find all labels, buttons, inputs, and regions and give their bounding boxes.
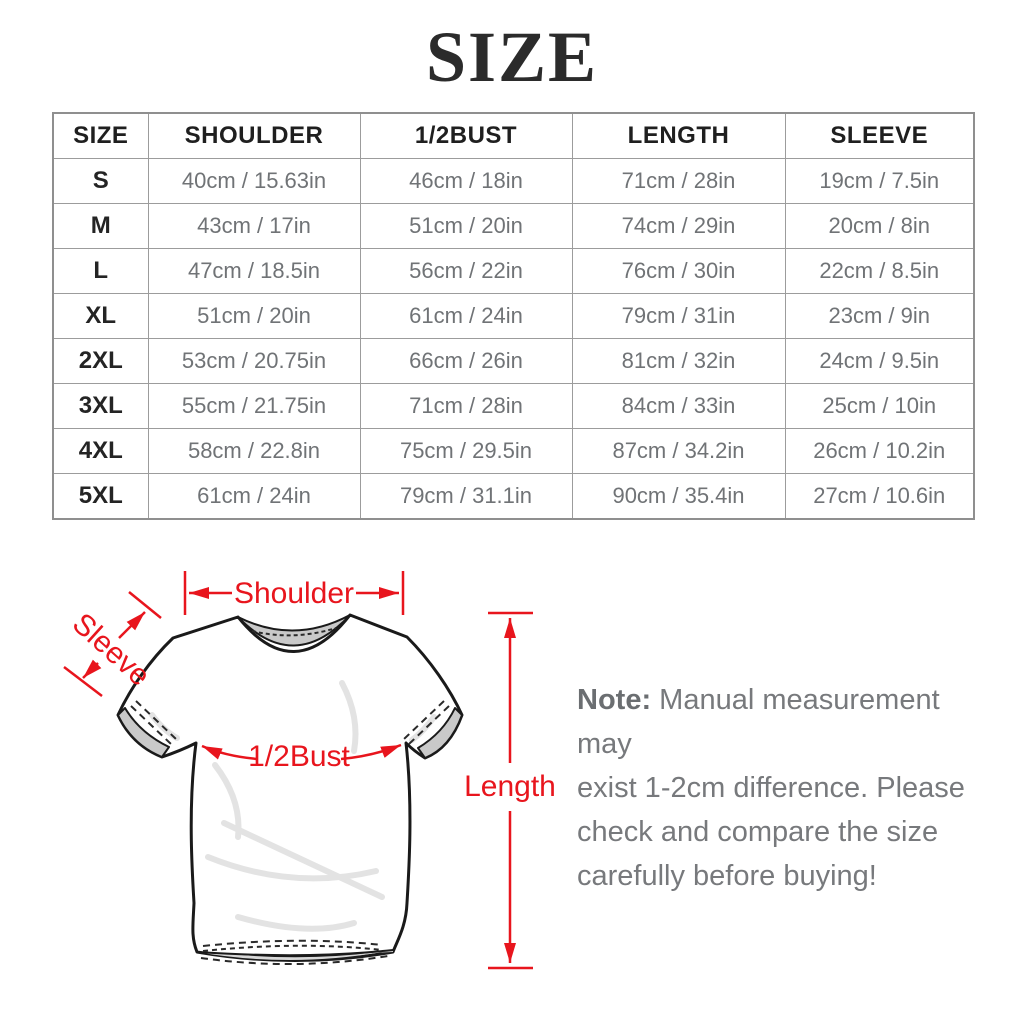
bust-cell: 56cm / 22in (360, 249, 572, 294)
note-label: Note: (577, 684, 652, 716)
shoulder-cell: 55cm / 21.75in (148, 383, 360, 428)
shoulder-cell: 40cm / 15.63in (148, 159, 360, 204)
page-title: SIZE (425, 17, 599, 97)
note-line: check and compare the size (577, 816, 939, 848)
length-cell: 76cm / 30in (572, 249, 785, 294)
sleeve-cell: 22cm / 8.5in (785, 249, 974, 294)
sleeve-cell: 26cm / 10.2in (785, 428, 974, 473)
note-line (577, 678, 967, 766)
length-cell: 87cm / 34.2in (572, 428, 785, 473)
table-row (53, 294, 974, 339)
shoulder-cell: 58cm / 22.8in (148, 428, 360, 473)
table-row (53, 428, 974, 473)
shoulder-cell: 61cm / 24in (148, 473, 360, 519)
length-cell: 81cm / 32in (572, 338, 785, 383)
header-length: LENGTH (572, 113, 785, 159)
bust-cell: 71cm / 28in (360, 383, 572, 428)
header-shoulder: SHOULDER (148, 113, 360, 159)
size-table (52, 112, 975, 520)
bust-cell: 75cm / 29.5in (360, 428, 572, 473)
shoulder-dimension-label: Shoulder (233, 577, 355, 610)
sleeve-cell: 25cm / 10in (785, 383, 974, 428)
table-header-row (53, 113, 974, 159)
size-cell: 4XL (53, 428, 148, 473)
tshirt-measure-diagram (10, 565, 570, 1015)
bust-cell: 51cm / 20in (360, 204, 572, 249)
table-row (53, 338, 974, 383)
table-row (53, 473, 974, 519)
size-cell: XL (53, 294, 148, 339)
sleeve-dimension-label: Sleeve (65, 606, 157, 693)
length-dimension-label: Length (464, 770, 556, 803)
size-cell: S (53, 159, 148, 204)
table-row (53, 383, 974, 428)
length-cell: 90cm / 35.4in (572, 473, 785, 519)
bust-dimension-label: 1/2Bust (248, 740, 350, 773)
size-cell: 5XL (53, 473, 148, 519)
bust-cell: 46cm / 18in (360, 159, 572, 204)
note-text: Manual measurement may (577, 684, 940, 760)
header-sleeve: SLEEVE (785, 113, 974, 159)
size-cell: M (53, 204, 148, 249)
header-size: SIZE (53, 113, 148, 159)
sleeve-cell: 23cm / 9in (785, 294, 974, 339)
table-row (53, 249, 974, 294)
length-cell: 84cm / 33in (572, 383, 785, 428)
header-bust: 1/2BUST (360, 113, 572, 159)
length-dimension (464, 613, 556, 968)
note-line: exist 1-2cm difference. Please (577, 772, 965, 804)
bust-cell: 66cm / 26in (360, 338, 572, 383)
tshirt-outline-drawing (118, 615, 462, 964)
shoulder-cell: 53cm / 20.75in (148, 338, 360, 383)
shoulder-cell: 51cm / 20in (148, 294, 360, 339)
sleeve-cell: 24cm / 9.5in (785, 338, 974, 383)
length-cell: 74cm / 29in (572, 204, 785, 249)
sleeve-cell: 20cm / 8in (785, 204, 974, 249)
bust-cell: 61cm / 24in (360, 294, 572, 339)
note-block (577, 678, 967, 898)
length-cell: 79cm / 31in (572, 294, 785, 339)
shoulder-cell: 47cm / 18.5in (148, 249, 360, 294)
length-cell: 71cm / 28in (572, 159, 785, 204)
sleeve-cell: 19cm / 7.5in (785, 159, 974, 204)
size-cell: L (53, 249, 148, 294)
size-cell: 2XL (53, 338, 148, 383)
size-cell: 3XL (53, 383, 148, 428)
table-row (53, 204, 974, 249)
note-line: carefully before buying! (577, 860, 877, 892)
sleeve-cell: 27cm / 10.6in (785, 473, 974, 519)
shoulder-cell: 43cm / 17in (148, 204, 360, 249)
shoulder-dimension (185, 571, 403, 615)
bust-cell: 79cm / 31.1in (360, 473, 572, 519)
table-row (53, 159, 974, 204)
